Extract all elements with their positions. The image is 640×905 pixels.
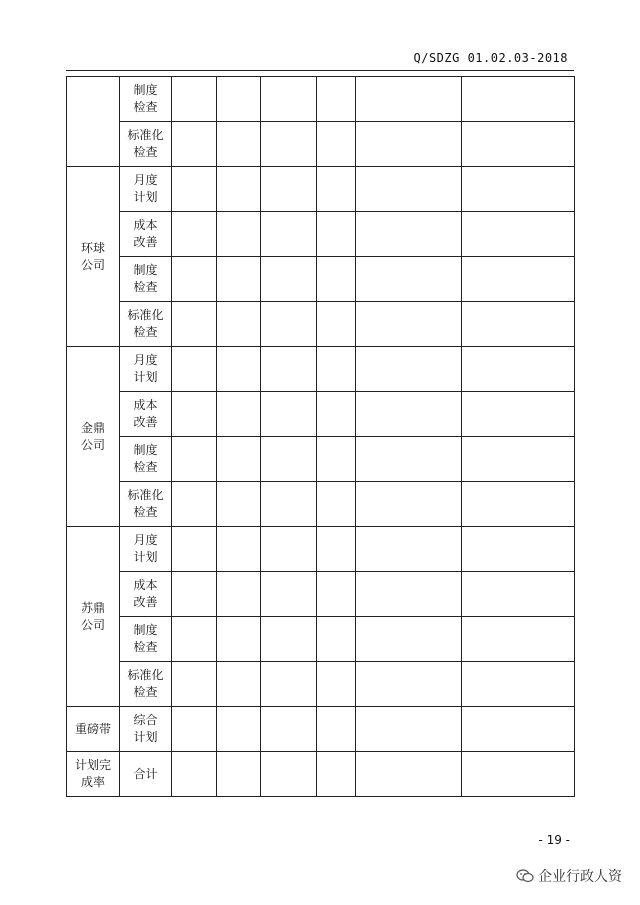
empty-cell[interactable] bbox=[356, 212, 462, 257]
empty-cell[interactable] bbox=[261, 707, 317, 752]
table-row bbox=[67, 77, 575, 122]
empty-cell[interactable] bbox=[261, 257, 317, 302]
empty-cell[interactable] bbox=[356, 167, 462, 212]
table-row bbox=[67, 437, 575, 482]
company-label: 重磅带 bbox=[74, 721, 111, 736]
empty-cell[interactable] bbox=[356, 572, 462, 617]
item-cell bbox=[120, 302, 172, 347]
empty-cell[interactable] bbox=[356, 347, 462, 392]
item-label: 标准化 检查 bbox=[127, 128, 164, 159]
empty-cell[interactable] bbox=[172, 212, 217, 257]
empty-cell[interactable] bbox=[172, 257, 217, 302]
item-cell bbox=[120, 707, 172, 752]
table-row bbox=[67, 122, 575, 167]
empty-cell[interactable] bbox=[217, 77, 261, 122]
empty-cell[interactable] bbox=[261, 122, 317, 167]
empty-cell[interactable] bbox=[172, 122, 217, 167]
empty-cell[interactable] bbox=[317, 167, 356, 212]
empty-cell[interactable] bbox=[172, 437, 217, 482]
empty-cell[interactable] bbox=[261, 302, 317, 347]
empty-cell[interactable] bbox=[172, 752, 217, 797]
empty-cell[interactable] bbox=[217, 122, 261, 167]
item-cell bbox=[120, 347, 172, 392]
empty-cell[interactable] bbox=[317, 617, 356, 662]
item-label: 月度 计划 bbox=[133, 353, 158, 384]
empty-cell[interactable] bbox=[462, 437, 575, 482]
empty-cell[interactable] bbox=[261, 617, 317, 662]
item-cell bbox=[120, 617, 172, 662]
company-label: 计划完 成率 bbox=[74, 758, 111, 789]
empty-cell[interactable] bbox=[217, 707, 261, 752]
empty-cell[interactable] bbox=[462, 167, 575, 212]
empty-cell[interactable] bbox=[462, 212, 575, 257]
empty-cell[interactable] bbox=[261, 347, 317, 392]
table-row bbox=[67, 617, 575, 662]
empty-cell[interactable] bbox=[317, 302, 356, 347]
watermark bbox=[516, 866, 622, 886]
empty-cell[interactable] bbox=[261, 662, 317, 707]
item-label: 合计 bbox=[133, 766, 158, 781]
table-row bbox=[67, 257, 575, 302]
empty-cell[interactable] bbox=[217, 392, 261, 437]
empty-cell[interactable] bbox=[356, 437, 462, 482]
item-label: 月度 计划 bbox=[133, 173, 158, 204]
item-label: 标准化 检查 bbox=[127, 308, 164, 339]
item-cell bbox=[120, 527, 172, 572]
table-row bbox=[67, 212, 575, 257]
empty-cell[interactable] bbox=[217, 212, 261, 257]
empty-cell[interactable] bbox=[172, 302, 217, 347]
empty-cell[interactable] bbox=[172, 347, 217, 392]
empty-cell[interactable] bbox=[261, 212, 317, 257]
item-label: 综合 计划 bbox=[133, 713, 158, 744]
company-cell bbox=[67, 707, 120, 752]
plan-table bbox=[66, 76, 575, 797]
empty-cell[interactable] bbox=[261, 752, 317, 797]
empty-cell[interactable] bbox=[261, 392, 317, 437]
empty-cell[interactable] bbox=[217, 167, 261, 212]
item-label: 成本 改善 bbox=[133, 398, 158, 429]
empty-cell[interactable] bbox=[317, 752, 356, 797]
table-row bbox=[67, 482, 575, 527]
empty-cell[interactable] bbox=[462, 617, 575, 662]
table-row bbox=[67, 527, 575, 572]
empty-cell[interactable] bbox=[356, 707, 462, 752]
empty-cell[interactable] bbox=[462, 77, 575, 122]
empty-cell[interactable] bbox=[462, 527, 575, 572]
item-cell bbox=[120, 167, 172, 212]
empty-cell[interactable] bbox=[172, 572, 217, 617]
empty-cell[interactable] bbox=[356, 302, 462, 347]
table-row bbox=[67, 347, 575, 392]
empty-cell[interactable] bbox=[172, 662, 217, 707]
empty-cell[interactable] bbox=[217, 482, 261, 527]
empty-cell[interactable] bbox=[462, 662, 575, 707]
empty-cell[interactable] bbox=[317, 347, 356, 392]
empty-cell[interactable] bbox=[462, 122, 575, 167]
empty-cell[interactable] bbox=[172, 392, 217, 437]
company-cell bbox=[67, 752, 120, 797]
empty-cell[interactable] bbox=[261, 572, 317, 617]
empty-cell[interactable] bbox=[172, 482, 217, 527]
item-cell bbox=[120, 212, 172, 257]
empty-cell[interactable] bbox=[317, 707, 356, 752]
empty-cell[interactable] bbox=[462, 392, 575, 437]
empty-cell[interactable] bbox=[172, 167, 217, 212]
empty-cell[interactable] bbox=[317, 527, 356, 572]
empty-cell[interactable] bbox=[462, 257, 575, 302]
item-label: 标准化 检查 bbox=[127, 488, 164, 519]
empty-cell[interactable] bbox=[462, 707, 575, 752]
company-cell bbox=[67, 347, 120, 527]
empty-cell[interactable] bbox=[356, 482, 462, 527]
company-cell bbox=[67, 77, 120, 167]
empty-cell[interactable] bbox=[356, 527, 462, 572]
empty-cell[interactable] bbox=[462, 302, 575, 347]
empty-cell[interactable] bbox=[261, 167, 317, 212]
empty-cell[interactable] bbox=[462, 572, 575, 617]
table-row bbox=[67, 707, 575, 752]
empty-cell[interactable] bbox=[317, 257, 356, 302]
empty-cell[interactable] bbox=[317, 482, 356, 527]
empty-cell[interactable] bbox=[217, 257, 261, 302]
empty-cell[interactable] bbox=[356, 392, 462, 437]
document-code: Q/SDZG 01.02.03-2018 bbox=[413, 51, 568, 65]
empty-cell[interactable] bbox=[217, 617, 261, 662]
item-label: 标准化 检查 bbox=[127, 668, 164, 699]
empty-cell[interactable] bbox=[217, 752, 261, 797]
watermark-text: 企业行政人资 bbox=[538, 869, 622, 885]
company-label: 苏鼎 公司 bbox=[80, 600, 105, 632]
empty-cell[interactable] bbox=[172, 527, 217, 572]
table-row bbox=[67, 752, 575, 797]
empty-cell[interactable] bbox=[261, 437, 317, 482]
table-row bbox=[67, 302, 575, 347]
item-cell bbox=[120, 752, 172, 797]
table-row bbox=[67, 662, 575, 707]
table-row bbox=[67, 572, 575, 617]
header-divider bbox=[66, 70, 574, 71]
page-number: - 19 - bbox=[538, 833, 570, 847]
empty-cell[interactable] bbox=[356, 257, 462, 302]
empty-cell[interactable] bbox=[172, 617, 217, 662]
empty-cell[interactable] bbox=[217, 302, 261, 347]
empty-cell[interactable] bbox=[317, 77, 356, 122]
empty-cell[interactable] bbox=[462, 752, 575, 797]
empty-cell[interactable] bbox=[356, 77, 462, 122]
empty-cell[interactable] bbox=[317, 212, 356, 257]
empty-cell[interactable] bbox=[172, 707, 217, 752]
item-cell bbox=[120, 437, 172, 482]
empty-cell[interactable] bbox=[317, 437, 356, 482]
item-cell bbox=[120, 482, 172, 527]
empty-cell[interactable] bbox=[261, 77, 317, 122]
empty-cell[interactable] bbox=[356, 617, 462, 662]
item-label: 制度 检查 bbox=[133, 443, 158, 474]
wechat-icon bbox=[516, 869, 534, 883]
company-label: 环球 公司 bbox=[80, 240, 105, 272]
empty-cell[interactable] bbox=[356, 662, 462, 707]
item-label: 月度 计划 bbox=[133, 533, 158, 564]
item-label: 制度 检查 bbox=[133, 263, 158, 294]
item-cell bbox=[120, 392, 172, 437]
empty-cell[interactable] bbox=[172, 77, 217, 122]
empty-cell[interactable] bbox=[261, 482, 317, 527]
item-label: 制度 检查 bbox=[133, 83, 158, 114]
item-cell bbox=[120, 662, 172, 707]
empty-cell[interactable] bbox=[356, 752, 462, 797]
empty-cell[interactable] bbox=[317, 122, 356, 167]
empty-cell[interactable] bbox=[217, 347, 261, 392]
item-cell bbox=[120, 257, 172, 302]
item-label: 成本 改善 bbox=[133, 578, 158, 609]
item-label: 制度 检查 bbox=[133, 623, 158, 654]
table-row bbox=[67, 392, 575, 437]
empty-cell[interactable] bbox=[356, 122, 462, 167]
empty-cell[interactable] bbox=[217, 437, 261, 482]
empty-cell[interactable] bbox=[462, 482, 575, 527]
empty-cell[interactable] bbox=[217, 662, 261, 707]
empty-cell[interactable] bbox=[317, 392, 356, 437]
item-cell bbox=[120, 122, 172, 167]
table-row bbox=[67, 167, 575, 212]
empty-cell[interactable] bbox=[317, 662, 356, 707]
item-cell bbox=[120, 77, 172, 122]
empty-cell[interactable] bbox=[217, 527, 261, 572]
company-cell bbox=[67, 527, 120, 707]
empty-cell[interactable] bbox=[217, 572, 261, 617]
empty-cell[interactable] bbox=[462, 347, 575, 392]
company-label: 金鼎 公司 bbox=[80, 420, 105, 452]
company-cell bbox=[67, 167, 120, 347]
empty-cell[interactable] bbox=[317, 572, 356, 617]
item-cell bbox=[120, 572, 172, 617]
item-label: 成本 改善 bbox=[133, 218, 158, 249]
empty-cell[interactable] bbox=[261, 527, 317, 572]
